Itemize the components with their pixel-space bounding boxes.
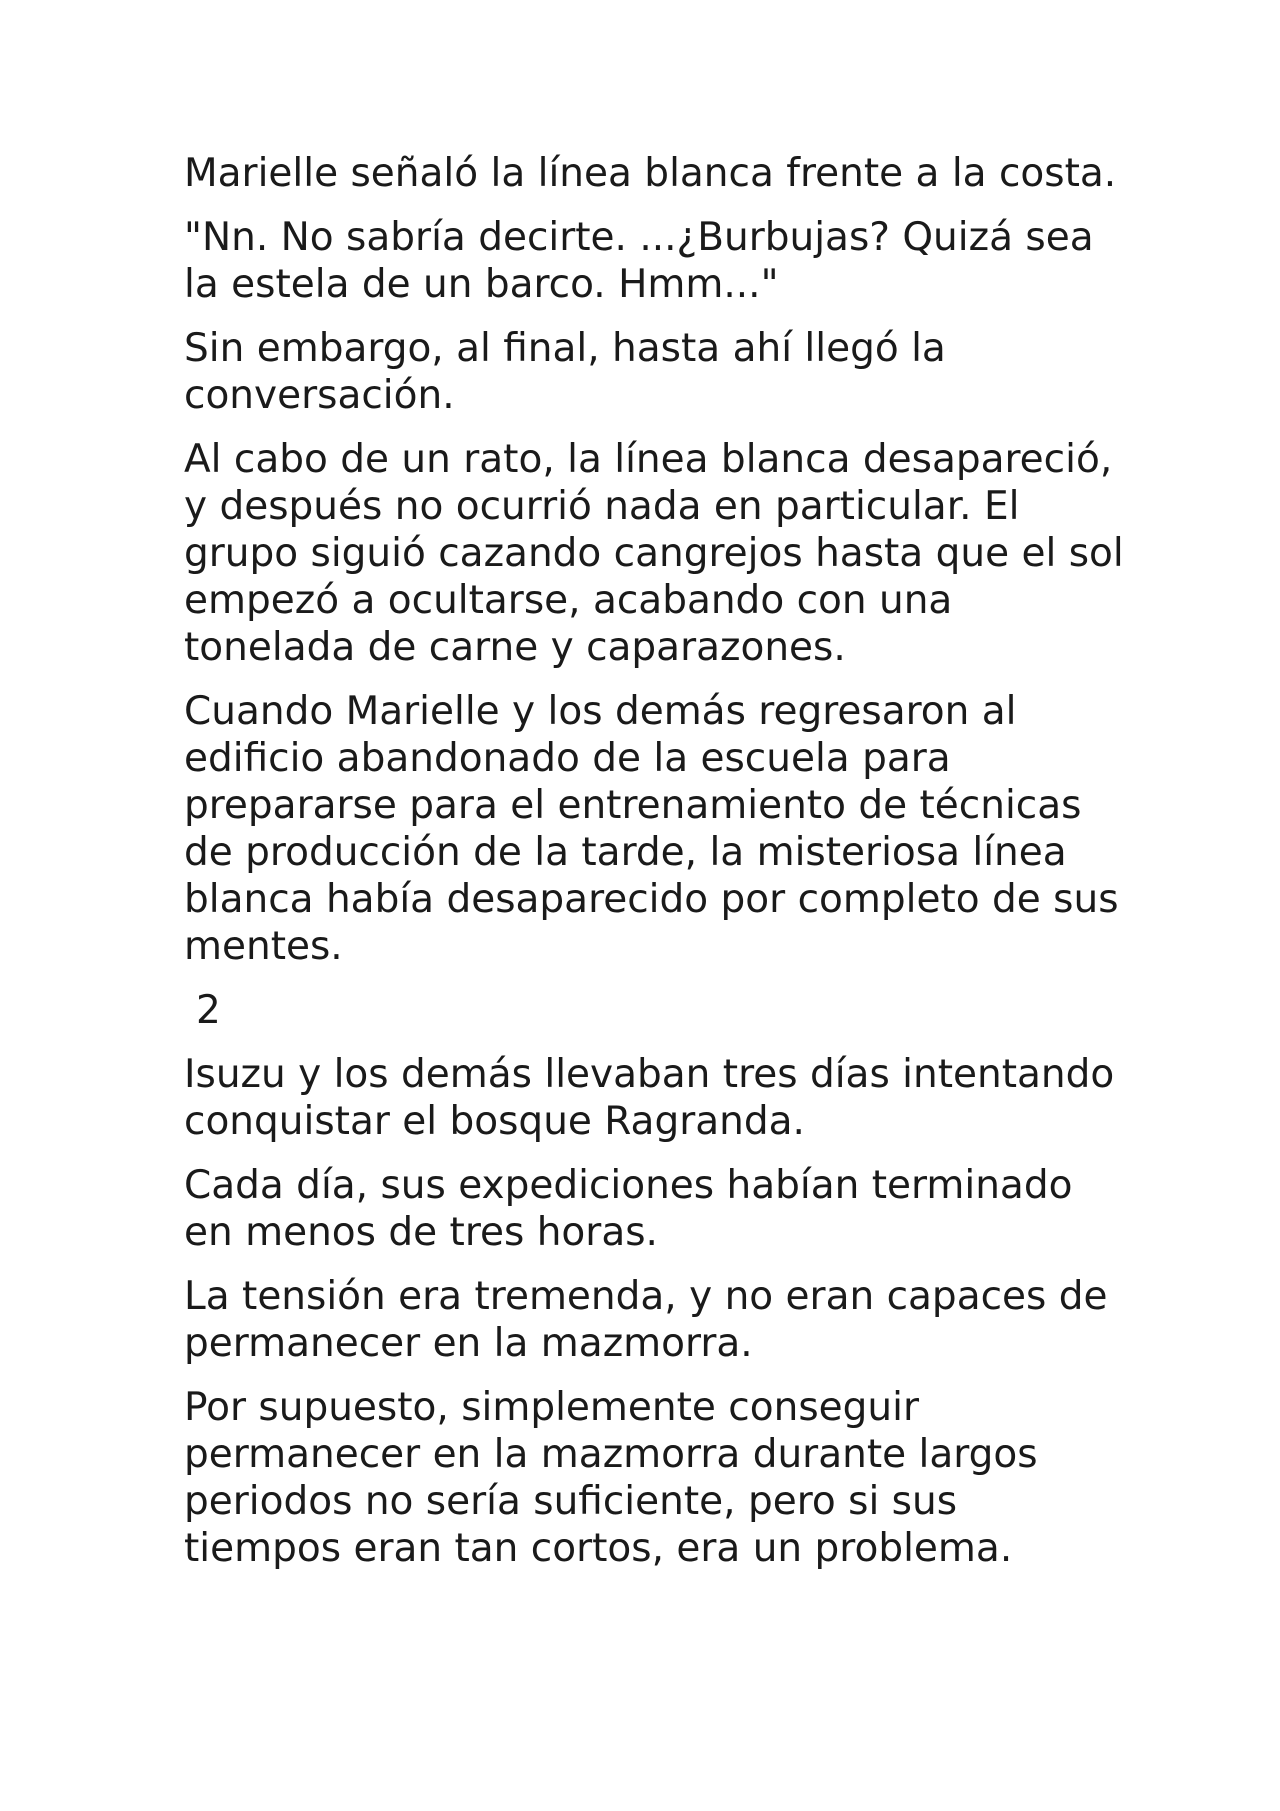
paragraph: Por supuesto, simplemente conseguir permanecer en la mazmorra durante largos periodos no sería suficiente, pero si sus tiempos eran tan cortos, era un problema. <box>184 1385 1038 1571</box>
paragraph: "Nn. No sabría decirte. ...¿Burbujas? Quizá sea la estela de un barco. Hmm..." <box>184 215 1094 307</box>
paragraph: Cuando Marielle y los demás regresaron al edificio abandonado de la escuela para prepararse para el entrenamiento de técnicas de producción de la tarde, la misteriosa línea blanca había desaparecido por completo de sus mentes. <box>184 689 1119 969</box>
paragraph: Al cabo de un rato, la línea blanca desapareció, y después no ocurrió nada en particular. El grupo siguió cazando cangrejos hasta que el sol empezó a ocultarse, acabando con una tonelada de carne y caparazones. <box>184 437 1124 670</box>
paragraph: Isuzu y los demás llevaban tres días intentando conquistar el bosque Ragranda. <box>184 1052 1115 1144</box>
paragraph: Cada día, sus expediciones habían terminado en menos de tres horas. <box>184 1163 1073 1255</box>
paragraph: Sin embargo, al final, hasta ahí llegó la conversación. <box>184 326 946 418</box>
paragraph: La tensión era tremenda, y no eran capaces de permanecer en la mazmorra. <box>184 1274 1108 1366</box>
paragraph: Marielle señaló la línea blanca frente a la costa. <box>184 151 1117 196</box>
document-page <box>184 150 1124 1589</box>
section-number: 2 <box>196 988 221 1033</box>
